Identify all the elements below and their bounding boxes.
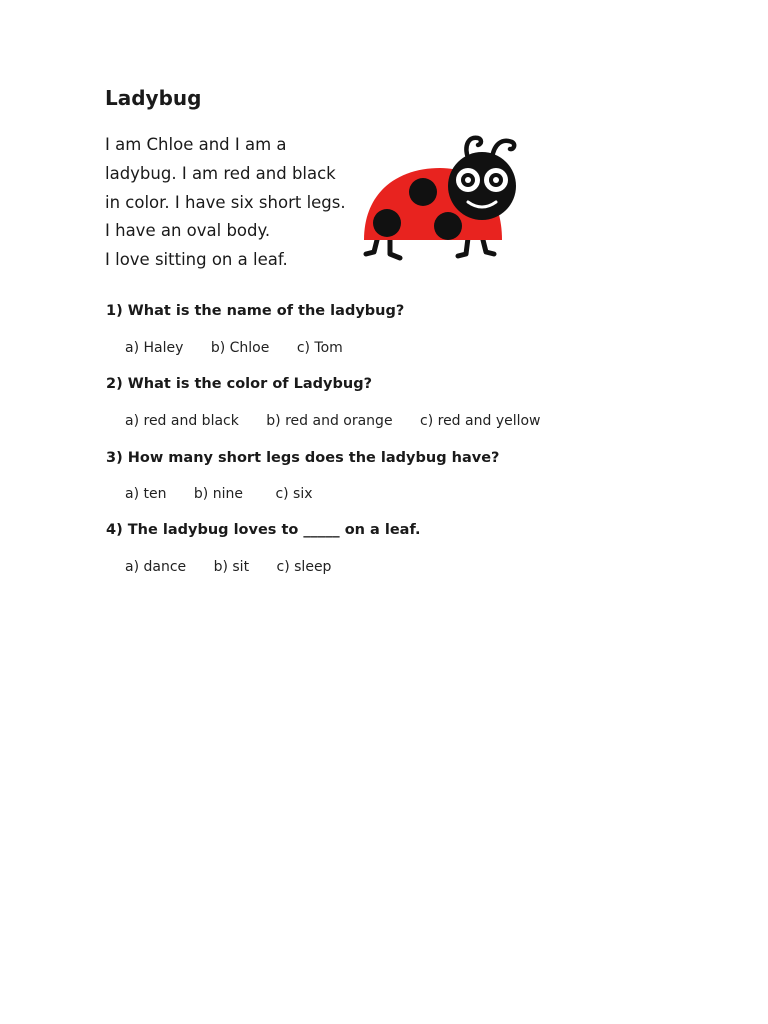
option-b: b) nine bbox=[193, 486, 243, 502]
worksheet-title: Ladybug bbox=[105, 86, 202, 110]
question-2: 2) What is the color of Ladybug? bbox=[106, 376, 372, 392]
story-line: in color. I have six short legs. bbox=[105, 192, 346, 212]
question-1-options bbox=[125, 340, 343, 356]
option-c: c) Tom bbox=[296, 340, 343, 356]
option-a: a) dance bbox=[125, 559, 187, 575]
story-line: I love sitting on a leaf. bbox=[105, 250, 288, 270]
option-b: b) Chloe bbox=[210, 340, 270, 356]
story-text bbox=[105, 131, 365, 275]
question-2-options bbox=[125, 413, 541, 429]
question-3: 3) How many short legs does the ladybug have? bbox=[106, 450, 500, 466]
option-c: c) six bbox=[275, 486, 313, 502]
option-b: b) red and orange bbox=[266, 413, 393, 429]
option-c: c) red and yellow bbox=[420, 413, 541, 429]
question-4-options bbox=[125, 559, 331, 575]
option-a: a) Haley bbox=[125, 340, 184, 356]
story-line: I have an oval body. bbox=[105, 221, 271, 241]
option-b: b) sit bbox=[213, 559, 250, 575]
story-line: I am Chloe and I am a bbox=[105, 135, 287, 154]
ladybug-illustration bbox=[360, 128, 522, 262]
story-line: ladybug. I am red and black bbox=[105, 163, 336, 183]
question-1: 1) What is the name of the ladybug? bbox=[106, 303, 405, 319]
option-c: c) sleep bbox=[276, 559, 332, 575]
question-4: 4) The ladybug loves to _____ on a leaf. bbox=[106, 522, 421, 538]
question-3-options bbox=[125, 486, 313, 502]
option-a: a) ten bbox=[125, 486, 167, 502]
option-a: a) red and black bbox=[125, 413, 239, 429]
